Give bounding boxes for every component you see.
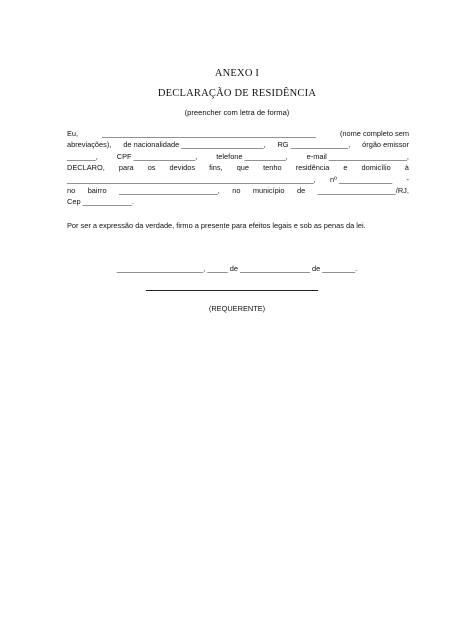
body-word: devidos bbox=[169, 163, 196, 173]
body-word: (nome completo sem bbox=[339, 129, 409, 138]
body-line bbox=[67, 162, 409, 173]
body-word: Eu, bbox=[67, 129, 79, 138]
fill-instruction: (preencher com letra de forma) bbox=[184, 108, 290, 117]
body-word: ________________________, bbox=[119, 186, 220, 196]
annex-heading: ANEXO I bbox=[214, 68, 260, 79]
body-word: à bbox=[404, 163, 409, 173]
declaration-body bbox=[67, 128, 409, 208]
body-word: que bbox=[236, 163, 250, 173]
body-word: para bbox=[118, 163, 134, 173]
body-word: e-mail ___________________, bbox=[306, 151, 409, 161]
body-word: domicílio bbox=[361, 163, 391, 173]
body-word: fins, bbox=[209, 163, 223, 173]
body-word: órgão emissor bbox=[362, 140, 409, 150]
body-word: CPF _______________, bbox=[116, 151, 198, 161]
body-word: abreviações), bbox=[67, 140, 112, 150]
body-word: bairro bbox=[87, 186, 107, 196]
body-word: telefone __________, bbox=[216, 151, 288, 161]
body-word: os bbox=[147, 163, 156, 173]
body-word: tenho bbox=[263, 163, 282, 173]
requester-label: (REQUERENTE) bbox=[208, 304, 266, 313]
body-word: ___________________/RJ, bbox=[317, 186, 409, 196]
body-word: município bbox=[252, 186, 285, 196]
body-line bbox=[67, 128, 409, 139]
body-word: no bbox=[232, 186, 241, 196]
body-word: nº _____________ bbox=[329, 174, 393, 184]
closing-statement: Por ser a expressão da verdade, firmo a presente para efeitos legais e sob as penas da lei. bbox=[67, 221, 366, 230]
body-line bbox=[67, 196, 409, 207]
body-line bbox=[67, 185, 409, 196]
body-word: residência bbox=[295, 163, 330, 173]
body-word: _______, bbox=[67, 151, 98, 161]
body-word: ____________________________________________________ bbox=[102, 129, 316, 138]
body-word: e bbox=[343, 163, 348, 173]
signature-line bbox=[146, 290, 318, 291]
body-word: de nacionalidade ____________________, bbox=[123, 140, 266, 150]
place-date-line: _____________________, _____ de _________________ de ________. bbox=[116, 264, 358, 273]
body-line bbox=[67, 151, 409, 162]
document-title: DECLARAÇÃO DE RESIDÊNCIA bbox=[157, 88, 317, 99]
body-word: RG ______________, bbox=[277, 140, 351, 150]
body-line bbox=[67, 174, 409, 185]
body-word: Cep ____________. bbox=[67, 197, 134, 207]
body-word: - bbox=[406, 174, 409, 184]
body-word: ____________________________________________________________, bbox=[67, 174, 316, 184]
body-line bbox=[67, 139, 409, 150]
body-word: no bbox=[67, 186, 76, 196]
body-word: DECLARO, bbox=[67, 163, 105, 173]
body-word: de bbox=[296, 186, 306, 196]
